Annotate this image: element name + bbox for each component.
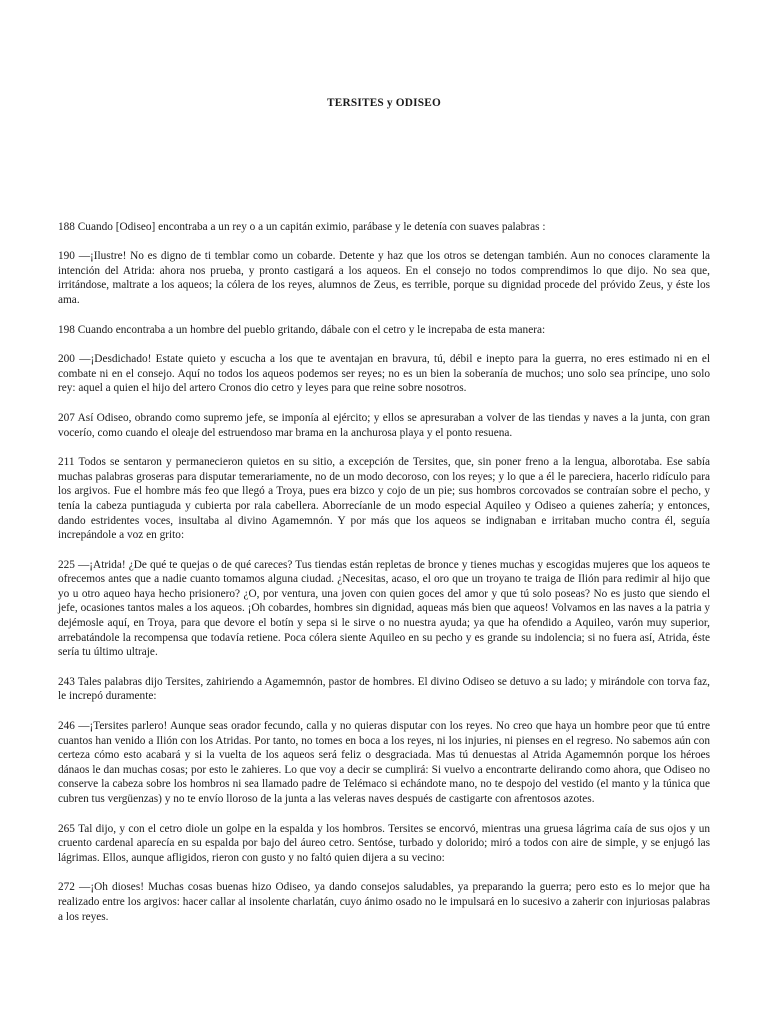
paragraph-207: 207 Así Odiseo, obrando como supremo jefe, se imponía al ejército; y ellos se apresuraban a volver de las tiendas y naves a la junta, con gran vocerío, como cuando el oleaje del estruendoso mar brama en la anchurosa playa y el ponto resuena. <box>58 411 710 439</box>
paragraph-211: 211 Todos se sentaron y permanecieron quietos en su sitio, a excepción de Tersites, que, sin poner freno a la lengua, alborotaba. Ese sabía muchas palabras groseras para disputar temerariamente, no de un modo decoroso, con los reyes; y lo que a él le pareciera, hacerlo ridículo para los argivos. Fue el hombre más feo que llegó a Troya, pues era bizco y cojo de un pie; sus hombros corcovados se contraían sobre el pecho, y tenía la cabeza puntiaguda y cubierta por rala cabellera. Aborrecíanle de un modo especial Aquileo y Odiseo a quienes zahería; y entonces, dando estridentes voces, insultaba al divino Agamemnón. Y por más que los aqueos se indignaban e irritaban mucho contra él, seguía increpándole a voz en grito: <box>58 456 710 542</box>
paragraph-265: 265 Tal dijo, y con el cetro diole un golpe en la espalda y los hombros. Tersites se encorvó, mientras una gruesa lágrima caía de sus ojos y un cruento cardenal aparecía en su espalda por bajo del áureo cetro. Sentóse, turbado y dolorido; miró a todos con aire de simple, y se enjugó las lágrimas. Ellos, aunque afligidos, rieron con gusto y no faltó quien dijera a su vecino: <box>58 822 710 864</box>
paragraph-190: 190 —¡Ilustre! No es digno de ti temblar como un cobarde. Detente y haz que los otros se detengan también. Aun no conoces claramente la intención del Atrida: ahora nos prueba, y pronto castigará a los aqueos. En el consejo no todos comprendimos lo que dijo. No sea que, irritándose, maltrate a los aqueos; la cólera de los reyes, alumnos de Zeus, es terrible, porque su dignidad procede del próvido Zeus, y éste los ama. <box>58 250 710 306</box>
paragraph-272: 272 —¡Oh dioses! Muchas cosas buenas hizo Odiseo, ya dando consejos saludables, ya preparando la guerra; pero esto es lo mejor que ha realizado entre los argivos: hacer callar al insolente charlatán, cuyo ánimo osado no le impulsará en lo sucesivo a zaherir con injuriosas palabras a los reyes. <box>58 881 710 923</box>
paragraph-225: 225 —¡Atrida! ¿De qué te quejas o de qué careces? Tus tiendas están repletas de bronce y tienes muchas y escogidas mujeres que los aqueos te ofrecemos antes que a nadie cuanto tomamos alguna ciudad. ¿Necesitas, acaso, el oro que un troyano te traiga de Ilión para redimir al hijo que yo u otro aqueo haya hecho prisionero? ¿O, por ventura, una joven con quien goces del amor y que tú solo poseas? No es justo que siendo el jefe, ocasiones tantos males a los aqueos. ¡Oh cobardes, hombres sin dignidad, aqueas más bien que aqueos! Volvamos en las naves a la patria y dejémosle aquí, en Troya, para que devore el botín y sepa si le sirve o no nuestra ayuda; ya que ha ofendido a Aquileo, varón muy superior, arrebatándole la recompensa que todavía retiene. Poca cólera siente Aquileo en su pecho y es grande su indolencia; si no fuera así, Atrida, éste sería tu último ultraje. <box>58 558 710 659</box>
paragraph-198: 198 Cuando encontraba a un hombre del pueblo gritando, dábale con el cetro y le increpaba de esta manera: <box>58 323 546 336</box>
paragraph-246: 246 —¡Tersites parlero! Aunque seas orador fecundo, calla y no quieras disputar con los reyes. No creo que haya un hombre peor que tú entre cuantos han venido a Ilión con los Atridas. Por tanto, no tomes en boca a los reyes, ni los injuries, ni pienses en el regreso. No sabemos aún con certeza cómo esto acabará y si la vuelta de los aqueos será feliz o desgraciada. Mas tú denuestas al Atrida Agamemnón porque los héroes dánaos le dan muchas cosas; por esto le zahieres. Lo que voy a decir se cumplirá: Si vuelvo a encontrarte delirando como ahora, que Odiseo no conserve la cabeza sobre los hombros ni sea llamado padre de Telémaco si echándote mano, no te despojo del vestido (el manto y la túnica que cubren tus vergüenzas) y no te envío lloroso de la junta a las veleras naves después de castigarte con afrentosos azotes. <box>58 720 710 805</box>
paragraph-243: 243 Tales palabras dijo Tersites, zahiriendo a Agamemnón, pastor de hombres. El divino Odiseo se detuvo a su lado; y mirándole con torva faz, le increpó duramente: <box>58 675 710 703</box>
paragraph-200: 200 —¡Desdichado! Estate quieto y escucha a los que te aventajan en bravura, tú, débil e inepto para la guerra, no eres estimado ni en el combate ni en el consejo. Aquí no todos los aqueos podemos ser reyes; no es un bien la soberanía de muchos; uno solo sea príncipe, uno solo rey: aquel a quien el hijo del artero Cronos dio cetro y leyes para que reine sobre nosotros. <box>58 353 710 395</box>
paragraph-188: 188 Cuando [Odiseo] encontraba a un rey o a un capitán eximio, parábase y le detenía con suaves palabras : <box>58 220 546 233</box>
document-title: TERSITES y ODISEO <box>327 97 441 109</box>
